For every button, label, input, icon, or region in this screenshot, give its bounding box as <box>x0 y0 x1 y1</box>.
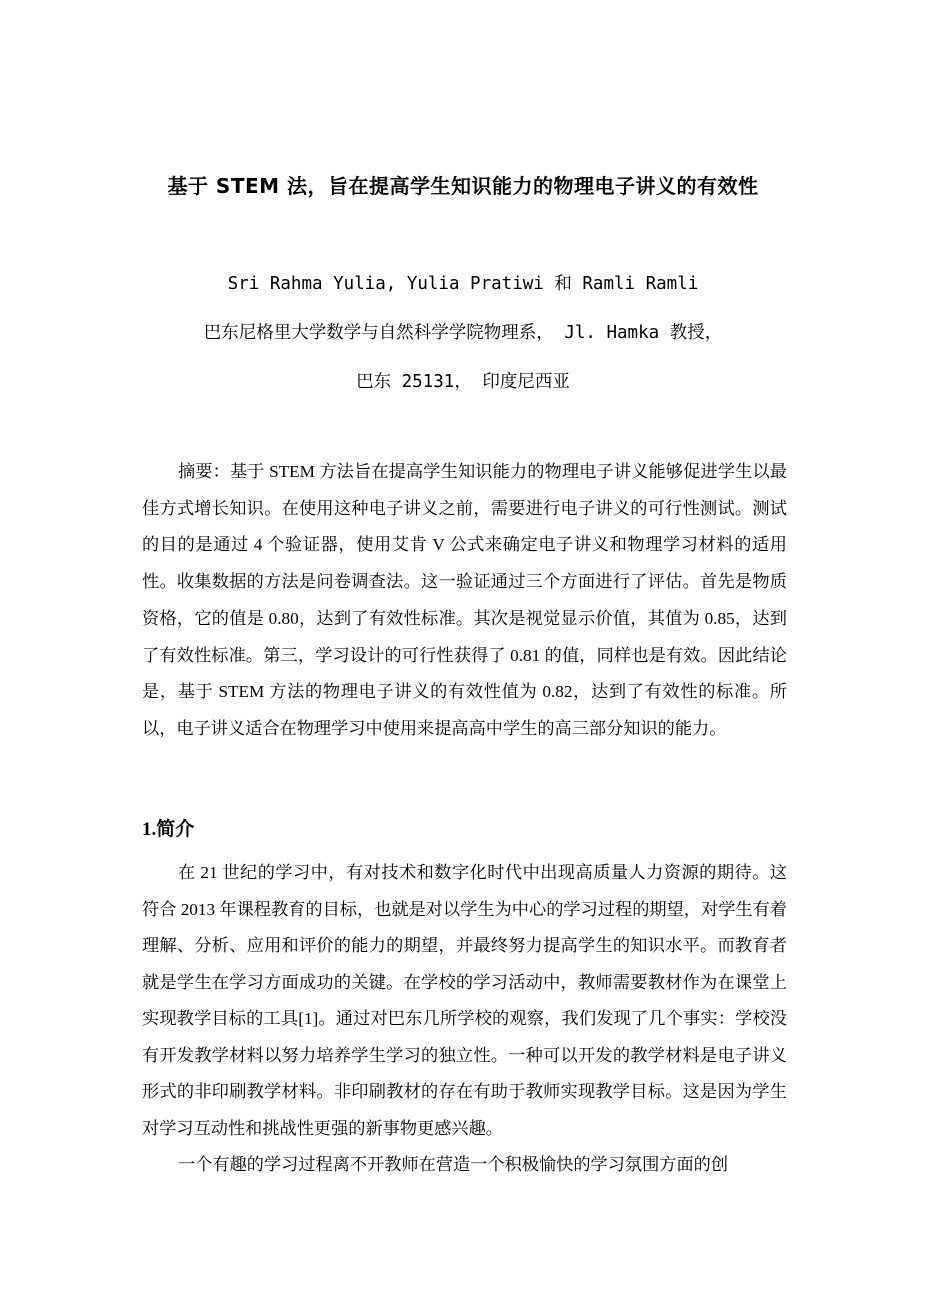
introduction-paragraph-2: 一个有趣的学习过程离不开教师在营造一个积极愉快的学习氛围方面的创 <box>178 1155 729 1174</box>
introduction-paragraph-1: 在 21 世纪的学习中，有对技术和数字化时代中出现高质量人力资源的期待。这符合 2013 年课程教育的目标，也就是对以学生为中心的学习过程的期望，对学生有着理解、分析、应用和评价的能力的期望，并最终努力提高学生的知识水平。而教育者就是学生在学习方面成功的关键。在学校的学习活动中，教师需要教材作为在课堂上实现教学目标的工具[1]。通过对巴东几所学校的观察，我们发现了几个事实：学校没有开发教学材料以努力培养学生学习的独立性。一种可以开发的教学材料是电子讲义形式的非印刷教学材料。非印刷教材的存在有助于教师实现教学目标。这是因为学生对学习互动性和挑战性更强的新事物更感兴趣。 <box>142 863 787 1138</box>
affiliation-line-2: 巴东 25131， 印度尼西亚 <box>356 372 570 392</box>
paper-title: 基于 STEM 法，旨在提高学生知识能力的物理电子讲义的有效性 <box>167 174 759 198</box>
introduction-body <box>142 855 787 1184</box>
abstract-paragraph: 摘要：基于 STEM 方法旨在提高学生知识能力的物理电子讲义能够促进学生以最佳方式增长知识。在使用这种电子讲义之前，需要进行电子讲义的可行性测试。测试的目的是通过 4 个验证器，使用艾肯 V 公式来确定电子讲义和物理学习材料的适用性。收集数据的方法是问卷调查法。这一验证通过三个方面进行了评估。首先是物质资格，它的值是 0.80，达到了有效性标准。其次是视觉显示价值，其值为 0.85，达到了有效性标准。第三，学习设计的可行性获得了 0.81 的值，同样也是有效。因此结论是，基于 STEM 方法的物理电子讲义的有效性值为 0.82，达到了有效性的标准。所以，电子讲义适合在物理学习中使用来提高高中学生的高三部分知识的能力。 <box>142 462 787 738</box>
affiliation-line-1: 巴东尼格里大学数学与自然科学学院物理系， Jl. Hamka 教授， <box>203 323 723 343</box>
section-heading-introduction: 1.简介 <box>142 819 195 840</box>
author-list: Sri Rahma Yulia, Yulia Pratiwi 和 Ramli Ramli <box>227 274 699 294</box>
